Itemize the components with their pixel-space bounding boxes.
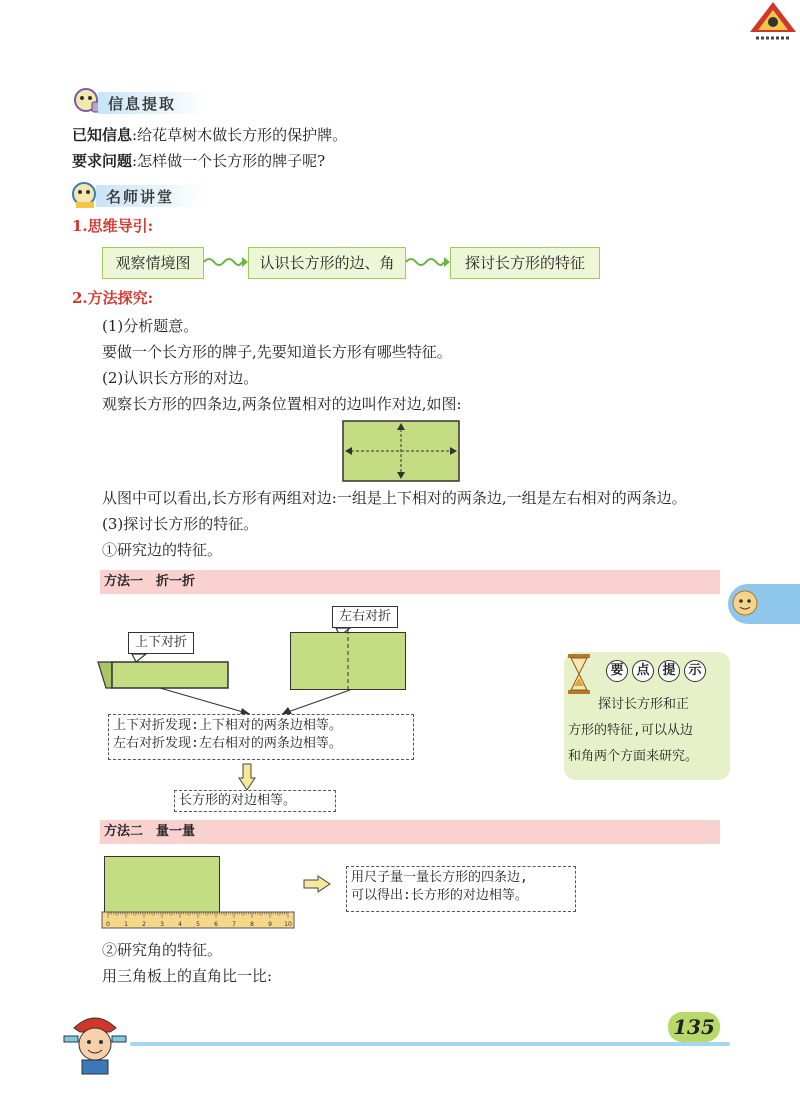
- page-number: 135: [673, 1015, 715, 1039]
- body-line-1: (1)分析题意。: [102, 317, 199, 335]
- ruler-tick-label: 1: [124, 921, 128, 928]
- teacher-header-title: 名师讲堂: [106, 188, 175, 206]
- tip-title-char-1: 要: [606, 660, 628, 682]
- method1-down-arrow: [239, 764, 255, 790]
- question-label: 要求问题: [72, 152, 133, 170]
- finding-2: 左右对折发现:左右相对的两条边相等。: [113, 736, 342, 751]
- corner-logo-icon: [748, 2, 798, 44]
- flow-step-2: 认识长方形的边、角: [248, 247, 406, 279]
- fold-top-bottom-label: 上下对折: [128, 632, 194, 654]
- body-line-7: ①研究边的特征。: [102, 541, 223, 559]
- body-line-4: 观察长方形的四条边,两条位置相对的边叫作对边,如图:: [102, 395, 462, 413]
- method2-bar: [100, 820, 720, 844]
- known-info-line: [72, 125, 347, 145]
- ruler-tick-label: 9: [268, 921, 272, 928]
- ruler-tick-label: 4: [178, 921, 182, 928]
- method1-bar-text: 方法一 折一折: [104, 574, 196, 589]
- fold-left-right-dashline: [346, 630, 350, 692]
- footer-rule: [130, 1042, 730, 1046]
- ruler: [102, 912, 296, 930]
- method2-note-2: 可以得出:长方形的对边相等。: [351, 888, 528, 903]
- flow-step-3: 探讨长方形的特征: [450, 247, 600, 279]
- ruler-tick-label: 0: [106, 921, 110, 928]
- step1-title: 1.思维导引:: [72, 217, 154, 235]
- body-line-2: 要做一个长方形的牌子,先要知道长方形有哪些特征。: [102, 343, 452, 361]
- footer-mascot-icon: [60, 1006, 130, 1076]
- method2-note-1: 用尺子量一量长方形的四条边,: [351, 870, 528, 885]
- tip-line-2: 方形的特征,可以从边: [568, 723, 693, 738]
- opposite-sides-diagram: [342, 420, 460, 482]
- finding-1: 上下对折发现:上下相对的两条边相等。: [113, 718, 342, 733]
- ruler-tick-label: 3: [160, 921, 164, 928]
- flow-arrow-1: [204, 256, 248, 268]
- tail-line-2: 用三角板上的直角比一比:: [102, 967, 273, 985]
- known-info-text: :给花草树木做长方形的保护牌。: [132, 126, 348, 144]
- tail-line-1: ②研究角的特征。: [102, 941, 223, 959]
- flow-step-1: 观察情境图: [102, 247, 204, 279]
- tip-title-char-3: 提: [658, 660, 680, 682]
- tip-title-char-2: 点: [632, 660, 654, 682]
- info-header-title: 信息提取: [108, 95, 177, 113]
- method1-bar: [100, 570, 720, 594]
- ruler-tick-label: 7: [232, 921, 236, 928]
- tip-text: [568, 692, 726, 770]
- known-info-label: 已知信息: [72, 126, 133, 144]
- fold-left-right-label: 左右对折: [332, 606, 398, 628]
- method1-findings-box: [108, 714, 414, 760]
- ruler-tick-label: 8: [250, 921, 254, 928]
- ruler-tick-label: 2: [142, 921, 146, 928]
- hourglass-icon: [566, 652, 594, 696]
- flow-arrow-2: [406, 256, 450, 268]
- ruler-tick-label: 10: [284, 921, 292, 928]
- tip-line-3: 和角两个方面来研究。: [568, 749, 699, 764]
- measured-rect: [104, 856, 220, 914]
- step2-title: 2.方法探究:: [72, 289, 154, 307]
- ruler-tick-label: 6: [214, 921, 218, 928]
- ruler-tick-label: 5: [196, 921, 200, 928]
- question-text: :怎样做一个长方形的牌子呢?: [132, 152, 326, 170]
- body-line-5: 从图中可以看出,长方形有两组对边:一组是上下相对的两条边,一组是左右相对的两条边。: [102, 489, 687, 507]
- tip-line-1: 探讨长方形和正: [598, 697, 690, 712]
- method1-conclusion-box: 长方形的对边相等。: [174, 790, 336, 812]
- side-tab-mascot-icon: [730, 588, 760, 618]
- tip-title: [606, 660, 706, 682]
- method2-bar-text: 方法二 量一量: [104, 824, 196, 839]
- method2-note-box: [346, 866, 576, 912]
- question-line: [72, 151, 325, 171]
- tip-title-char-4: 示: [684, 660, 706, 682]
- method2-right-arrow: [304, 876, 330, 892]
- body-line-6: (3)探讨长方形的特征。: [102, 515, 259, 533]
- body-line-3: (2)认识长方形的对边。: [102, 369, 259, 387]
